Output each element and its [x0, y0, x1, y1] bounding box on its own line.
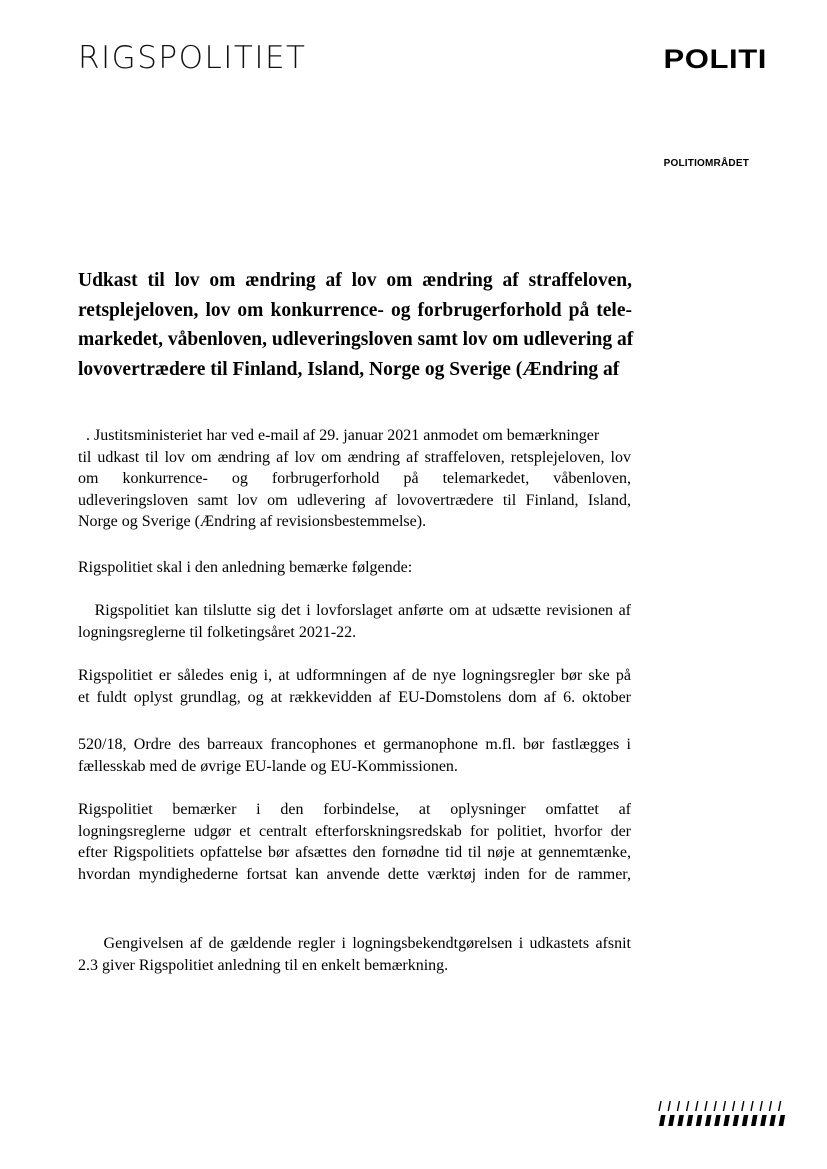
stripe-top	[705, 1101, 707, 1111]
stripe-top	[687, 1101, 689, 1111]
title-line: markedet, våbenloven, udleveringsloven samt lov om udlevering af	[78, 329, 634, 350]
stripe-bottom	[760, 1115, 767, 1126]
paragraph-line: om konkurrence- og forbrugerforhold på telemarkedet, våbenloven,	[78, 470, 631, 487]
police-stripe-logo-icon	[655, 1100, 787, 1128]
stripe-bottom	[677, 1115, 684, 1126]
document-title	[78, 266, 632, 384]
stripe-bottom	[659, 1115, 666, 1126]
title-line: Udkast til lov om ændring af lov om ændring af straffeloven,	[78, 270, 632, 291]
paragraph-line: Rigspolitiet skal i den anledning bemærke følgende:	[78, 559, 413, 576]
stripe-bottom	[769, 1115, 776, 1126]
stripe-bottom	[723, 1115, 730, 1126]
paragraph-line: 2.3 giver Rigspolitiet anledning til en enkelt bemærkning.	[78, 956, 449, 974]
stripe-top	[751, 1101, 753, 1111]
paragraph-line: Rigspolitiet er således enig i, at udformningen af de nye logningsregler bør ske på	[78, 667, 631, 684]
stripe-top	[742, 1101, 744, 1111]
stripe-top	[714, 1101, 716, 1111]
paragraph-judgment	[78, 734, 631, 777]
rigspolitiet-wordmark: RIGSPOLITIET	[78, 40, 307, 76]
title-line: lovovertrædere til Finland, Island, Norge og Sverige (Ændring af	[78, 358, 620, 380]
paragraph-line: . Justitsministeriet har ved e-mail af 29. januar 2021 anmodet om bemærkninger	[78, 427, 600, 444]
stripe-top	[733, 1101, 735, 1111]
stripe-bottom	[742, 1115, 749, 1126]
stripe-bottom	[751, 1115, 758, 1126]
paragraph-agreement	[78, 665, 631, 708]
paragraph-line: udleveringsloven samt lov om udlevering af lovovertrædere til Finland, Island,	[78, 491, 631, 509]
stripe-bottom	[714, 1115, 721, 1126]
stripe-bottom	[779, 1115, 786, 1126]
paragraph-remark	[78, 557, 631, 579]
paragraph-line: logningsreglerne udgør et centralt efterforskningsredskab for politiet, hvorfor der	[78, 822, 631, 840]
paragraph-observation	[78, 799, 631, 885]
paragraph-rendering	[78, 933, 631, 976]
stripe-top	[769, 1101, 771, 1111]
paragraph-line: fællesskab med de øvrige EU-lande og EU-Kommissionen.	[78, 757, 458, 775]
paragraph-line: Gengivelsen af de gældende regler i logningsbekendtgørelsen i udkastets afsnit	[78, 935, 631, 952]
stripe-top	[668, 1101, 670, 1111]
department-label: POLITIOMRÅDET	[663, 158, 749, 169]
paragraph-intro	[78, 425, 631, 533]
paragraph-line: Norge og Sverige (Ændring af revisionsbestemmelse).	[78, 513, 427, 530]
paragraph-line: Rigspolitiet kan tilslutte sig det i lovforslaget anførte om at udsætte revisionen af	[78, 602, 631, 619]
paragraph-line: et fuldt oplyst grundlag, og at rækkevidden af EU-Domstolens dom af 6. oktober	[78, 688, 631, 706]
stripe-top	[723, 1101, 725, 1111]
stripe-bottom	[705, 1115, 712, 1126]
stripe-top	[659, 1101, 661, 1111]
paragraph-line: efter Rigspolitiets opfattelse bør afsættes den fornødne tid til nøje at gennemtænke,	[78, 844, 631, 861]
stripe-bottom	[696, 1115, 703, 1126]
title-line: retsplejeloven, lov om konkurrence- og forbrugerforhold på tele-	[78, 299, 632, 321]
paragraph-line: til udkast til lov om ændring af lov om ændring af straffeloven, retsplejeloven, lov	[78, 448, 631, 466]
paragraph-support	[78, 600, 631, 643]
paragraph-line: 520/18, Ordre des barreaux francophones et germanophone m.fl. bør fastlægges i	[78, 736, 631, 753]
stripe-bottom	[687, 1115, 694, 1126]
stripe-bottom	[733, 1115, 740, 1126]
stripe-top	[677, 1101, 679, 1111]
stripe-top	[779, 1101, 781, 1111]
paragraph-line: Rigspolitiet bemærker i den forbindelse, at oplysninger omfattet af	[78, 801, 631, 818]
stripe-top	[696, 1101, 698, 1111]
stripe-top	[760, 1101, 762, 1111]
paragraph-line: hvordan myndighederne fortsat kan anvende dette værktøj inden for de rammer,	[78, 865, 631, 883]
stripe-bottom	[668, 1115, 675, 1126]
politi-logo: POLITI	[663, 44, 767, 74]
paragraph-line: logningsreglerne til folketingsåret 2021-22.	[78, 623, 357, 641]
